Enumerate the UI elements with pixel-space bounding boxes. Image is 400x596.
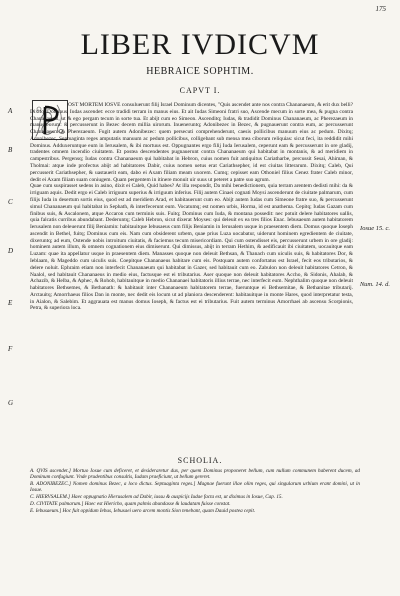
scholia-note: C. HIERVSALEM.] Haec oppugnatio Hierusalem ad Dabir, iussu & auspicijs Iudae facta est, ut diximus in Iosue, Cap. 15. bbox=[30, 494, 283, 501]
chapter-heading: CAPVT I. bbox=[179, 86, 221, 95]
margin-note-iosue: Iosue 15. c. bbox=[360, 225, 390, 232]
margin-letter-c: C bbox=[8, 198, 13, 206]
scholia-note: B. ADONIBEZEC.] Nomen dominus Bezec, a loco dictus. Septuaginta reges.] Magnae fuerunt illae olim reges, qui singularum urbium erant domini, ut in Iosue. bbox=[30, 481, 360, 494]
scholia-heading: SCHOLIA. bbox=[177, 456, 223, 465]
margin-note-num: Num. 14. d. bbox=[359, 281, 390, 288]
margin-letter-d: D bbox=[8, 247, 14, 255]
book-subtitle: HEBRAICE SOPHTIM. bbox=[146, 66, 254, 77]
margin-letter-a: A bbox=[8, 107, 13, 115]
margin-letter-e: E bbox=[8, 299, 13, 307]
scholia-notes bbox=[30, 468, 360, 515]
scholia-note: E. Iebusaeum.] Hoc fuit oppidum Iebus, Iebusaei uero arcem montis Sion tenebant, quam Dauid postea cepit. bbox=[30, 507, 256, 514]
margin-letter-g: G bbox=[8, 399, 14, 407]
page-number: 175 bbox=[375, 5, 386, 13]
main-text bbox=[30, 102, 353, 312]
main-text-paragraph-2: Quae cum suspirasset sedens in asino, dixit ei Caleb, Quid habes? At illa respondit, Da mihi benedictionem, quia terram arentem dedisti mihi: da & irriguam aquis. Dedit ergo ei Caleb irriguum superius & irriguum inferius. Filij autem Cinaei cognati Moysi ascenderunt de ciuitate palmarum, cum filijs Iuda in desertum sortis eius, quod est ad meridiem Arad, et habitauerunt cum eo. Abijt autem Iudas cum Simeone fratre suo, & percusserunt simul Chananaeum qui habitabat in Sephath, & interfecerunt eum. Vocatumq; est nomen urbis, Horma, id est anathema. Cepitq; Iudas Gazam cum finibus suis, & Ascalonem, atque Accaron cum terminis suis. Fuitq; Dominus cum Iuda, & montana possedit: nec potuit delere habitatores uallis, quia falcatis curribus abundabant. Dederuntq; Caleb Hebron, sicut dixerat Moyses: qui deleuit ex ea tres filios Enac. Iebusaeum autem habitatorem Ierusalem non deleuerunt filij Beniamin: habitauitque Iebusaeus cum filijs Beniamin in Ierusalem usque in praesentem diem. Domus quoque Ioseph ascendit in Bethel, fuitq; Dominus cum eis. Nam cum obsiderent urbem, quae prius Luza uocabatur, uiderunt hominem egredientem de ciuitate, dixeruntq; ad eum, Ostende nobis introitum ciuitatis, & faciemus tecum misericordiam. Qui cum ostendisset eis, percusserunt urbem in ore gladij: hominem autem illum, & omnem cognationem eius dimiserunt. Qui dimissus, abijt in terram Hethim, & aedificauit ibi ciuitatem, uocauitque eam Luzam: quae ita appellatur usque in praesentem diem. Manasses quoque non deleuit Bethsan, & Thanach cum uiculis suis, & habitatores Dor, & Ieblaam, & Mageddo cum uiculis suis. Coepitque Chananaeus habitare cum eis. Postquam autem confortatus est Israel, fecit eos tributarios, & delere noluit. Ephraim etiam non interfecit Chananaeum qui habitabat in Gazer, sed habitauit cum eo. Zabulon non deleuit habitatores Cetron, & Naalol, sed habitauit Chananaeus in medio eius, factusque est ei tributarius. Aser quoque non deleuit habitatores Accho, & Sidonis, Ahalab, & Achazib, & Helba, & Aphec, & Rohob, habitauitque in medio Chananaei habitatoris illius terrae, nec interfecit eum. Nephthalim quoque non deleuit habitatores Bethsemes, & Bethanath: & habitauit inter Chananaeum habitatorem terrae, fueruntque ei Bethsemitae, & Bethanitae tributarij. Arctauitq; Amorrhaeus filios Dan in monte, nec dedit eis locum ut ad planiora descenderent: habitauitque in monte Hares, quod interpretatur testa, in Aialon, & Salebim. Et aggrauata est manus domus Ioseph, & factus est ei tributarius. Fuit autem terminus Amorrhaei ab ascensu Scorpionis, Petra, & superiora loca. bbox=[30, 183, 353, 312]
margin-letter-b: B bbox=[8, 146, 13, 154]
book-title: LIBER IVDICVM bbox=[80, 28, 320, 61]
main-text-paragraph-1: OST MORTEM IOSVE consuluerunt filij Israel Dominum dicentes, "Quis ascendet ante nos contra Chananaeum, & erit dux belli? Dixitq; Dominus, Iudas ascendet: ecce tradidi terram in manus eius. Et ait Iudas Simeoni fratri suo, Ascende mecum in sorte mea, & pugna contra Chananaeum, ut & ego pergam tecum in sorte tua. Et abijt cum eo Simeon. Ascenditq; Iudas, & tradidit Dominus Chananaeum, ac Pherezaeum in manus eorum: & percusserunt in Bezec decem millia uirorum. Inueneruntq; Adonibezec in Bezec, & pugnauerunt contra eum, ac percusserunt Chananaeum & Pherezaeum. Fugit autem Adonibezec: quem persecuti comprehenderunt, caesis pollicibus manuum eius ac pedum. Dixitq; Adonibezec, Septuaginta reges amputatis manuum ac pedum pollicibus, colligebant sub mensa mea ciborum reliquias: sicut feci, ita reddidit mihi Dominus. Adduxeruntque eum in Ierusalem, & ibi mortuus est. Oppugnantes ergo filij Iuda Ierusalem, ceperunt eam & percusserunt in ore gladij, tradentes omnem incendio ciuitatem. Et postea descendentes pugnauerunt contra Chananaeum qui habitabat in montanis, & ad meridiem in campestribus. Pergensq; Iudas contra Chananaeum qui habitabat in Hebron, cuius nomen fuit antiquitus Cariatharbe, percussit Sesai, Ahiman, & Tholmai: atque inde profectus abijt ad habitatores Dabir, cuius nomen uetus erat Cariathsepher, id est ciuitas litterarum. Dixitq; Caleb, Qui percusserit Cariathsepher, & uastauerit eam, dabo ei Axam filiam meam uxorem. Cumq; cepisset eam Othoniel filius Cenez frater Caleb minor, dedit ei Axam filiam suam coniugem. Quam pergentem in itinere monuit uir suus ut peteret a patre suo agrum. bbox=[30, 102, 353, 183]
scholia-note: A. QVIS ascendet.] Mortuo Iosue cum deficeret, et desideraretur dux, per quem Dominus proponeret bellum, cum nullum communem haberent ducem, ad Dominum confugiunt. Vnde prudentibus consultis, Iudam praeficiunt, ut bellum gereret. bbox=[30, 468, 360, 481]
margin-letter-f: F bbox=[8, 345, 13, 353]
scholia-note: D. CIVITATE palmarum.] Haec est Hiericho, quam palmis abundasse & laudatam fuisse constat. bbox=[30, 500, 231, 507]
